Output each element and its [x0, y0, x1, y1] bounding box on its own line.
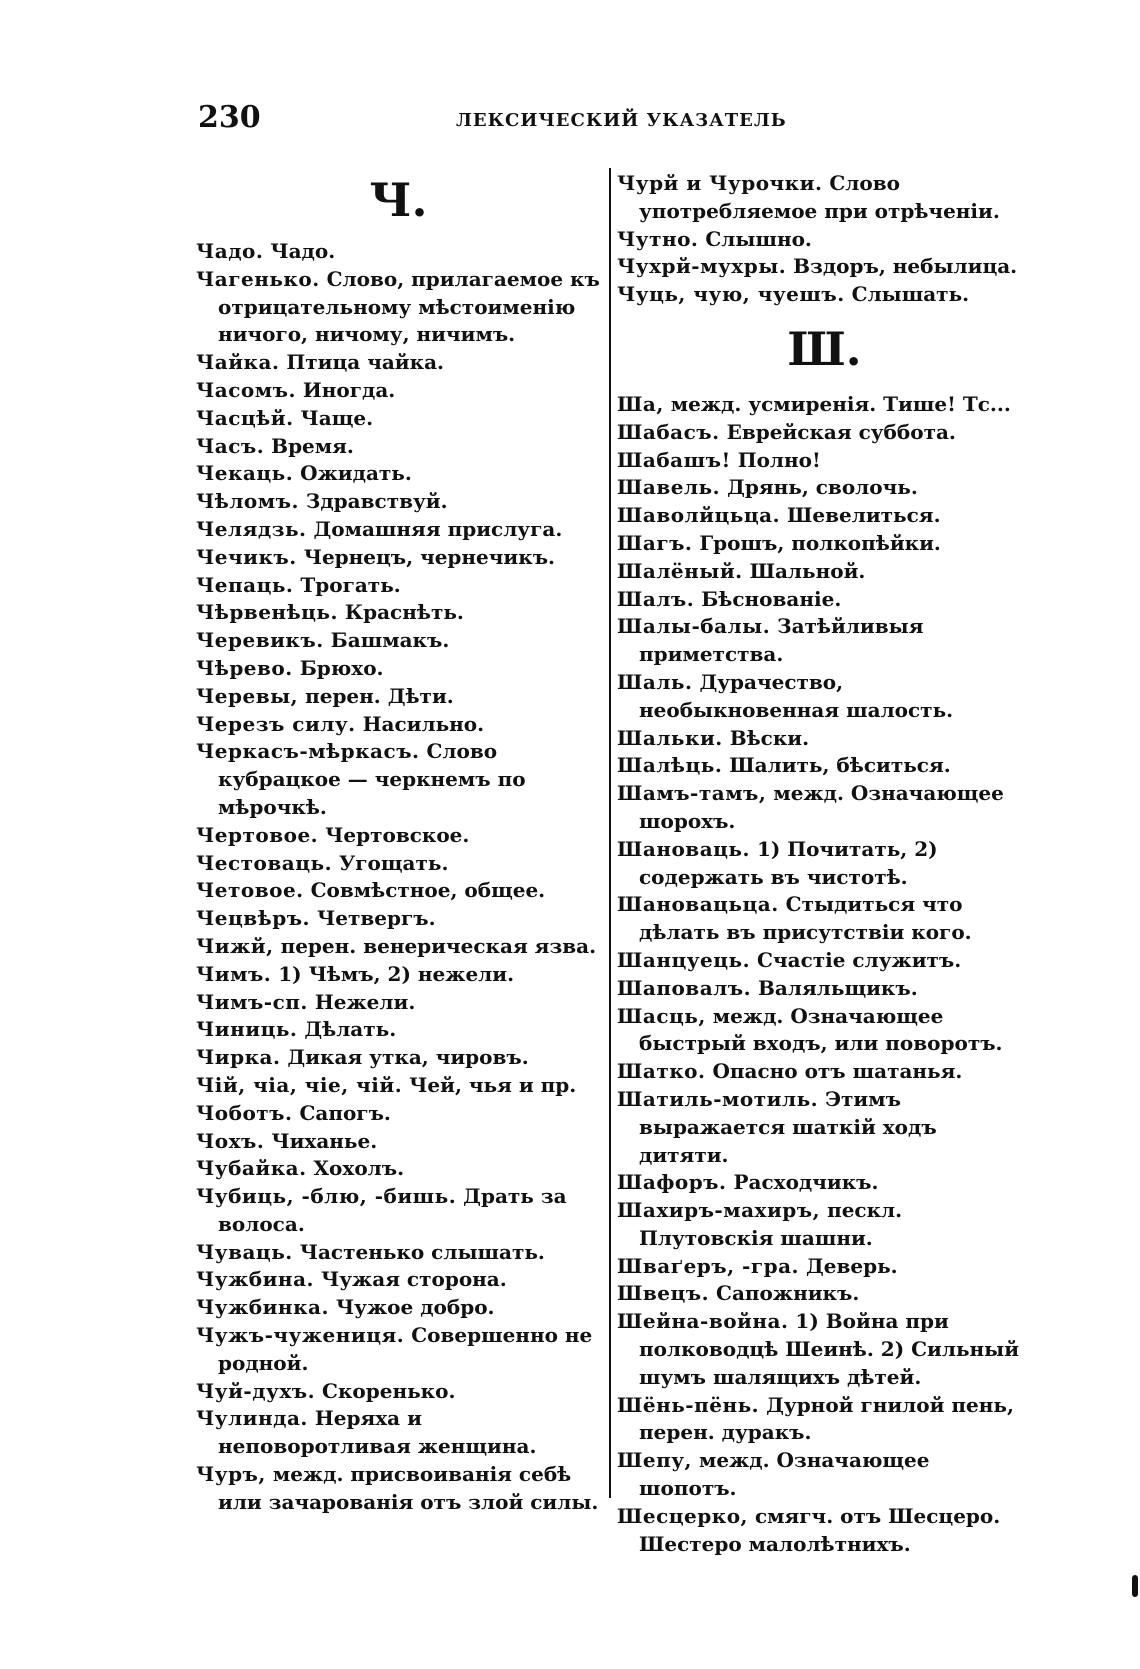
dictionary-entry: [617, 530, 1032, 558]
entry-headword: Шальки.: [617, 725, 723, 750]
entry-headword: Чагенько.: [196, 266, 320, 291]
dictionary-entry: [196, 933, 601, 961]
entry-definition: Шевелиться.: [787, 503, 941, 528]
entry-definition: Этимъ выражается шаткій ходъ дитяти.: [639, 1086, 937, 1167]
dictionary-entry: [196, 822, 601, 850]
dictionary-entry: [196, 1266, 601, 1294]
entry-headword: Часомъ.: [196, 377, 296, 402]
entry-definition: межд. Означающее шорохъ.: [639, 781, 1004, 833]
entry-definition: Стыдиться что дѣлать въ присутствіи кого.: [639, 892, 972, 945]
dictionary-entry: [617, 1447, 1032, 1503]
dictionary-entry: [617, 474, 1032, 502]
entry-headword: Чужбинка.: [196, 1295, 329, 1320]
entry-definition: Слышать.: [851, 282, 970, 307]
dictionary-entry: [196, 1016, 601, 1044]
entry-headword: Шатко.: [617, 1059, 706, 1084]
entry-headword: Шабашъ!: [617, 447, 731, 472]
entry-definition: Башмакъ.: [330, 628, 450, 653]
entry-headword: Шаль.: [617, 669, 693, 694]
entry-definition: Дурачество, необыкновенная шалость.: [639, 669, 954, 722]
entry-definition: Опасно отъ шатанья.: [712, 1059, 963, 1084]
dictionary-entry: [196, 850, 601, 878]
entry-definition: Расходчикъ.: [733, 1170, 879, 1195]
column-divider: [609, 168, 611, 1498]
page-number: 230: [198, 100, 261, 135]
dictionary-entry: [617, 975, 1032, 1003]
entry-definition: Брюхо.: [299, 655, 384, 680]
dictionary-entry: [196, 405, 601, 433]
dictionary-entry: [617, 1169, 1032, 1197]
entry-definition: Краснѣть.: [344, 600, 464, 625]
entry-headword: Чуваць.: [196, 1239, 293, 1264]
entry-headword: Чій, чіа, чіе, чій.: [196, 1072, 403, 1097]
dictionary-entry: [617, 780, 1032, 836]
right-entry-list: [617, 391, 1032, 1558]
dictionary-entry: [617, 613, 1032, 669]
entry-headword: Четовое.: [196, 878, 304, 903]
entry-headword: Чижй,: [196, 933, 274, 958]
dictionary-entry: [617, 891, 1032, 947]
entry-headword: Чадо.: [196, 239, 264, 263]
dictionary-entry: [196, 599, 601, 627]
entry-definition: Полно!: [737, 447, 821, 472]
entry-headword: Чекаць.: [196, 461, 294, 486]
entry-definition: Вѣски.: [729, 725, 810, 750]
entry-headword: Чулинда.: [196, 1406, 308, 1431]
dictionary-entry: [617, 669, 1032, 725]
right-column: [617, 170, 1032, 1558]
dictionary-entry: [617, 226, 1032, 254]
entry-definition: Бѣснованіе.: [701, 586, 842, 611]
entry-definition: Чужая сторона.: [320, 1267, 507, 1292]
entry-headword: Черезъ силу.: [196, 711, 356, 736]
entry-headword: Шейна-война.: [617, 1309, 789, 1334]
dictionary-entry: [196, 1322, 601, 1378]
dictionary-entry: [196, 1072, 601, 1100]
entry-headword: Чимъ-сп.: [196, 989, 308, 1014]
entry-definition: Счастіе служитъ.: [757, 947, 962, 972]
dictionary-entry: [196, 433, 601, 461]
entry-definition: смягч. отъ Шесцеро. Шестеро малолѣтнихъ.: [639, 1503, 1001, 1556]
page-edge-mark: [1132, 1575, 1138, 1597]
dictionary-entry: [196, 460, 601, 488]
entry-headword: Чухрй-мухры.: [617, 254, 787, 279]
dictionary-entry: [196, 1183, 601, 1239]
dictionary-entry: [617, 1197, 1032, 1253]
entry-definition: Трогать.: [300, 572, 401, 597]
entry-headword: Черкасъ-мѣркасъ.: [196, 739, 420, 764]
entry-definition: Слово употребляемое при отрѣченіи.: [639, 171, 1000, 223]
entry-headword: Чимъ.: [196, 961, 272, 986]
entry-definition: Дѣлать.: [304, 1017, 397, 1042]
dictionary-entry: [196, 1155, 601, 1183]
running-head: ЛЕКСИЧЕСКИЙ УКАЗАТЕЛЬ: [456, 110, 787, 131]
entry-headword: Чайка.: [196, 350, 280, 375]
entry-headword: Шатиль-мотиль.: [617, 1086, 819, 1111]
entry-headword: Чертовое.: [196, 822, 319, 847]
entry-definition: Шалить, бѣситься.: [729, 753, 951, 778]
entry-headword: Чирка.: [196, 1045, 281, 1070]
dictionary-entry: [196, 516, 601, 544]
entry-definition: Еврейская суббота.: [726, 419, 956, 444]
entry-definition: Неряха и неповоротливая женщина.: [218, 1406, 537, 1459]
entry-definition: Сапожникъ.: [716, 1281, 860, 1306]
entry-definition: межд. присвоиванія себѣ или зачарованія отъ злой силы.: [218, 1462, 599, 1514]
entry-headword: Шёнь-пёнь.: [617, 1392, 760, 1417]
dictionary-entry: [617, 947, 1032, 975]
entry-definition: Ожидать.: [300, 461, 412, 486]
entry-headword: Черевы,: [196, 683, 299, 708]
entry-headword: Шановацьца.: [617, 892, 779, 917]
dictionary-entry: [196, 1294, 601, 1322]
entry-definition: Скоренько.: [322, 1378, 456, 1403]
dictionary-entry: [196, 1461, 601, 1517]
entry-definition: Чаще.: [300, 405, 374, 430]
entry-definition: Сапогъ.: [299, 1100, 391, 1125]
entry-headword: Чечикъ.: [196, 544, 297, 569]
dictionary-entry: [196, 488, 601, 516]
entry-definition: перен. Дѣти.: [305, 683, 454, 708]
entry-headword: Шалѣць.: [617, 753, 723, 778]
entry-definition: межд. Означающее шопотъ.: [639, 1448, 930, 1501]
entry-headword: Честоваць.: [196, 850, 333, 875]
dictionary-entry: [617, 1280, 1032, 1308]
dictionary-entry: [196, 266, 601, 349]
entry-definition: Птица чайка.: [286, 350, 444, 375]
entry-headword: Чуць, чую, чуешъ.: [617, 282, 845, 307]
entry-definition: пескл. Плутовскія шашни.: [639, 1198, 903, 1250]
entry-definition: 1) Война при полководцѣ Шеинѣ. 2) Сильный шумъ шалящихъ дѣтей.: [639, 1309, 1020, 1389]
entry-definition: Нежели.: [314, 989, 416, 1014]
dictionary-entry: [617, 1392, 1032, 1448]
entry-headword: Шавель.: [617, 475, 721, 500]
entry-definition: Затѣйливыя приметства.: [639, 614, 924, 667]
entry-headword: Шанцуець.: [617, 947, 751, 972]
entry-definition: Слышно.: [705, 226, 812, 251]
dictionary-entry: [196, 238, 601, 266]
entry-headword: Чѣломъ.: [196, 489, 299, 514]
dictionary-entry: [196, 877, 601, 905]
entry-definition: Дикая утка, чировъ.: [287, 1045, 529, 1070]
entry-headword: Чурй и Чурочки.: [617, 171, 823, 195]
entry-headword: Чѣрево.: [196, 655, 293, 680]
entry-definition: Валяльщикъ.: [758, 975, 918, 1000]
entry-headword: Чутно.: [617, 226, 699, 251]
entry-definition: межд. усмиренія. Тише! Тс...: [670, 391, 1011, 416]
entry-definition: Чертовское.: [325, 822, 470, 847]
entry-headword: Чецвѣръ.: [196, 906, 311, 931]
dictionary-entry: [196, 1378, 601, 1406]
entry-headword: Чоботъ.: [196, 1100, 293, 1125]
entry-headword: Чубайка.: [196, 1156, 307, 1181]
entry-headword: Чубиць, -блю, -бишь.: [196, 1184, 457, 1209]
entry-headword: Чохъ.: [196, 1128, 265, 1153]
letter-heading-sha: Ш.: [787, 321, 862, 376]
entry-definition: Совмѣстное, общее.: [310, 878, 546, 903]
entry-headword: Ша,: [617, 391, 664, 416]
entry-definition: Домашняя прислуга.: [313, 516, 563, 541]
dictionary-entry: [617, 1086, 1032, 1169]
entry-definition: Насильно.: [362, 711, 485, 736]
entry-headword: Часцѣй.: [196, 405, 294, 430]
entry-definition: Дрянь, сволочь.: [727, 475, 918, 500]
dictionary-entry: [196, 544, 601, 572]
dictionary-entry: [196, 349, 601, 377]
entry-definition: Чей, чья и пр.: [409, 1072, 577, 1097]
entry-headword: Чужбина.: [196, 1267, 314, 1292]
entry-headword: Шесцерко,: [617, 1503, 748, 1528]
dictionary-entry: [196, 905, 601, 933]
entry-headword: Шахиръ-махиръ,: [617, 1198, 821, 1223]
entry-headword: Чепаць.: [196, 572, 294, 597]
dictionary-entry: [196, 711, 601, 739]
dictionary-entry: [617, 447, 1032, 475]
entry-headword: Черевикъ.: [196, 628, 324, 653]
entry-definition: Чернецъ, чернечикъ.: [303, 544, 555, 569]
entry-definition: 1) Чѣмъ, 2) нежели.: [278, 961, 515, 986]
entry-headword: Шасць,: [617, 1003, 706, 1028]
entry-definition: Чужое добро.: [335, 1295, 495, 1320]
entry-definition: Деверь.: [805, 1253, 898, 1278]
dictionary-entry: [196, 1044, 601, 1072]
dictionary-entry: [617, 419, 1032, 447]
entry-headword: Шаволйцьца.: [617, 503, 781, 528]
entry-definition: Грошъ, полкопѣйки.: [699, 530, 941, 555]
entry-headword: Челядзь.: [196, 516, 307, 541]
entry-definition: Совершенно не родной.: [218, 1323, 593, 1375]
dictionary-entry: [617, 502, 1032, 530]
dictionary-entry: [617, 1308, 1032, 1391]
entry-headword: Шалъ.: [617, 586, 695, 611]
dictionary-entry: [196, 655, 601, 683]
entry-headword: Чуй-духъ.: [196, 1378, 316, 1403]
dictionary-entry: [617, 1058, 1032, 1086]
entry-definition: Четвергъ.: [316, 906, 436, 931]
entry-definition: Вздоръ, небылица.: [793, 254, 1018, 279]
entry-definition: Иногда.: [302, 377, 396, 402]
entry-headword: Часъ.: [196, 433, 265, 458]
entry-definition: 1) Почитать, 2) содержать въ чистотѣ.: [639, 836, 938, 889]
entry-definition: межд. Означающее быстрый входъ, или поворотъ.: [639, 1003, 1003, 1056]
entry-headword: Швецъ.: [617, 1281, 710, 1306]
entry-definition: Угощать.: [339, 850, 449, 875]
entry-headword: Шагъ.: [617, 530, 693, 555]
right-top-entry-list: [617, 170, 1032, 309]
dictionary-entry: [196, 683, 601, 711]
entry-headword: Шабасъ.: [617, 419, 720, 444]
dictionary-entry: [617, 281, 1032, 309]
dictionary-entry: [617, 1503, 1032, 1559]
dictionary-entry: [196, 1128, 601, 1156]
entry-headword: Шваґеръ, -гра.: [617, 1253, 800, 1278]
entry-headword: Шалёный.: [617, 558, 743, 583]
entry-definition: Чиханье.: [271, 1128, 378, 1153]
dictionary-entry: [617, 752, 1032, 780]
entry-definition: Чадо.: [270, 239, 336, 263]
dictionary-entry: [617, 586, 1032, 614]
left-entry-list: [196, 238, 601, 1517]
entry-definition: Слово, прилагаемое къ отрицательному мѣстоименію ничого, ничому, ничимъ.: [218, 266, 600, 347]
entry-headword: Чѣрвенѣць.: [196, 600, 338, 625]
entry-definition: перен. венерическая язва.: [280, 933, 597, 958]
dictionary-entry: [196, 989, 601, 1017]
entry-headword: Шановаць.: [617, 836, 750, 861]
dictionary-entry: [196, 738, 601, 821]
dictionary-entry: [617, 391, 1032, 419]
letter-heading-che: Ч.: [369, 173, 428, 227]
dictionary-entry: [617, 170, 1032, 226]
entry-headword: Чужъ-чужениця.: [196, 1323, 405, 1348]
dictionary-entry: [196, 627, 601, 655]
entry-definition: Здравствуй.: [305, 489, 448, 514]
entry-headword: Чиниць.: [196, 1017, 298, 1042]
dictionary-entry: [196, 377, 601, 405]
entry-definition: Хохолъ.: [313, 1156, 405, 1181]
dictionary-entry: [617, 836, 1032, 892]
dictionary-entry: [196, 572, 601, 600]
dictionary-entry: [196, 961, 601, 989]
entry-definition: Частенько слышать.: [299, 1239, 545, 1264]
dictionary-entry: [617, 1253, 1032, 1281]
entry-definition: Время.: [271, 433, 354, 458]
entry-headword: Шалы-балы.: [617, 614, 771, 639]
entry-definition: Драть за волоса.: [218, 1184, 567, 1236]
dictionary-entry: [196, 1239, 601, 1267]
entry-definition: Слово кубрацкое — черкнемъ по мѣрочкѣ.: [218, 739, 526, 819]
dictionary-entry: [617, 1003, 1032, 1059]
entry-headword: Шаповалъ.: [617, 975, 752, 1000]
left-column: [196, 170, 601, 1517]
entry-headword: Шафоръ.: [617, 1170, 727, 1195]
entry-definition: Дурной гнилой пень, перен. дуракъ.: [639, 1392, 1014, 1445]
dictionary-entry: [196, 1405, 601, 1461]
dictionary-entry: [617, 253, 1032, 281]
entry-definition: Шальной.: [749, 558, 866, 583]
dictionary-entry: [617, 725, 1032, 753]
dictionary-entry: [617, 558, 1032, 586]
dictionary-entry: [196, 1100, 601, 1128]
entry-headword: Чуръ,: [196, 1462, 266, 1487]
entry-headword: Шамъ-тамъ,: [617, 781, 767, 806]
entry-headword: Шепу,: [617, 1448, 692, 1473]
